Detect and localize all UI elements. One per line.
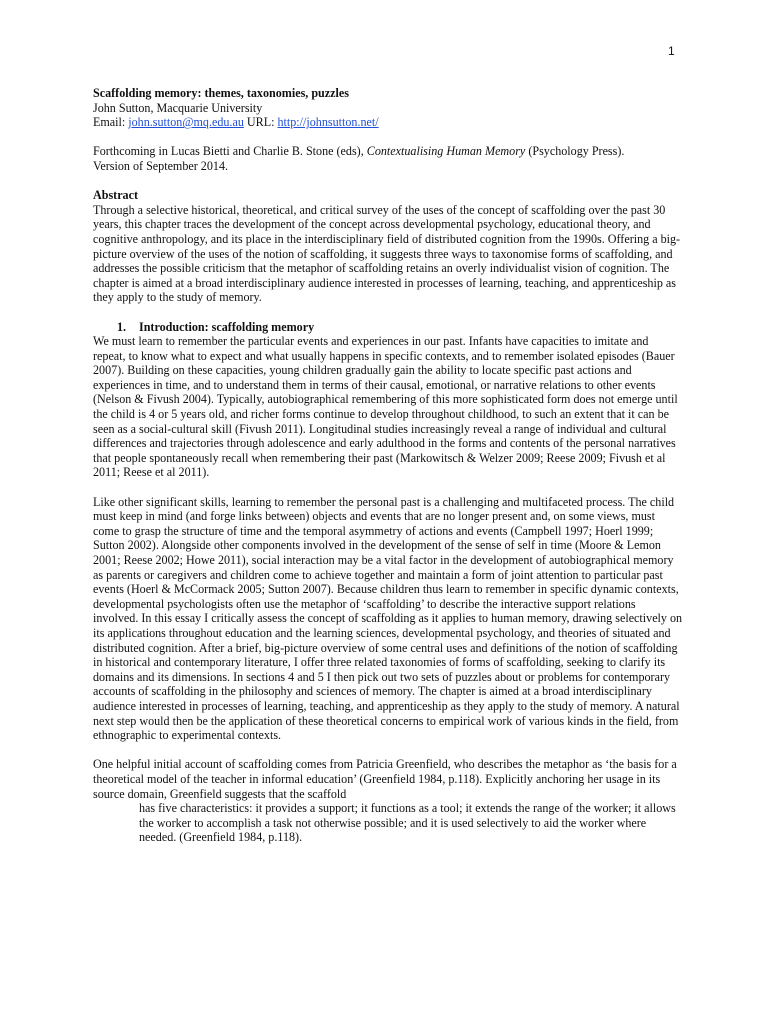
abstract-text: Through a selective historical, theoretical, and critical survey of the uses of the concept of scaffolding over the past 30 years, this chapter traces the development of the concept across developmental psychology, educational theory, and cognitive anthropology, and its place in the interdisciplinary field of distributed cognition from the 1990s. Offering a big-picture overview of the uses of the notion of scaffolding, it suggests three ways to taxonomise forms of scaffolding, and addresses the possible criticism that the metaphor of scaffolding retains an overly individualist vision of cognition. The chapter is aimed at a broad interdisciplinary audience interested in processes of learning, teaching, and apprenticeship as they apply to the study of memory.: [93, 202, 681, 305]
author-affiliation: John Sutton, Macquarie University: [93, 100, 263, 115]
publication-prefix: Forthcoming in Lucas Bietti and Charlie B. Stone (eds),: [93, 144, 367, 159]
page-number: 1: [668, 44, 675, 58]
section-title: Introduction: scaffolding memory: [139, 319, 315, 334]
email-label: Email:: [93, 115, 129, 130]
publication-note: [93, 144, 683, 159]
block-quote: has five characteristics: it provides a support; it functions as a tool; it extends the range of the worker; it allows the worker to accomplish a task not otherwise possible; and it is used selectively to aid the worker where needed. (Greenfield 1984, p.118).: [139, 801, 676, 845]
document-body: [93, 86, 683, 845]
url-label: URL:: [243, 115, 278, 130]
section-heading: [93, 320, 683, 335]
book-title: Contextualising Human Memory: [366, 144, 526, 159]
url-link[interactable]: http://johnsutton.net/: [277, 115, 379, 130]
abstract-heading: Abstract: [93, 188, 139, 203]
paragraph-1: We must learn to remember the particular events and experiences in our past. Infants have capacities to imitate and repeat, to know what to expect and what usually happens in specific contexts, and to remember isolated episodes (Bauer 2007). Building on these capacities, young children gradually gain the ability to locate specific past actions and experiences in time, and to understand them in terms of their causal, emotional, or narrative relations to other events (Nelson & Fivush 2004). Typically, autobiographical remembering of this more sophisticated form does not emerge until the child is 4 or 5 years old, and richer forms continue to develop throughout childhood, to such an extent that it can be seen as a social-cultural skill (Fivush 2011). Longitudinal studies increasingly reveal a range of individual and cultural differences and trajectories through adolescence and early adulthood in the forms and contents of the personal narratives that people spontaneously recall when remembering their past (Markowitsch & Welzer 2009; Reese 2009; Fivush et al 2011; Reese et al 2011).: [93, 334, 678, 480]
version-note: Version of September 2014.: [93, 158, 229, 173]
publication-suffix: (Psychology Press).: [525, 144, 625, 159]
paragraph-2: Like other significant skills, learning to remember the personal past is a challenging and multifaceted process. The child must keep in mind (and forge links between) objects and events that are no longer present and, on some views, must come to grasp the structure of time and the temporal asymmetry of actions and events (Campbell 1997; Hoerl 1999; Sutton 2002). Alongside other components involved in the development of the sense of self in time (Moore & Lemon 2001; Reese 2002; Howe 2011), social interaction may be a vital factor in the development of autobiographical memory as parents or caregivers and children come to achieve together and maintain a form of joint attention to particular past events (Hoerl & McCormack 2005; Sutton 2007). Because children thus learn to remember in specific dynamic contexts, developmental psychologists often use the metaphor of ‘scaffolding’ to describe the interactive support relations involved. In this essay I critically assess the concept of scaffolding as it applies to human memory, drawing selectively on its applications throughout education and the learning sciences, developmental psychology, and theories of situated and distributed cognition. After a brief, big-picture overview of some central uses and definitions of the notion of scaffolding in historical and contemporary literature, I offer three related taxonomies of forms of scaffolding, seeking to clarify its domains and its dimensions. In sections 4 and 5 I then pick out two sets of puzzles about or problems for contemporary accounts of scaffolding in the philosophy and sciences of memory. The chapter is aimed at a broad interdisciplinary audience interested in processes of learning, teaching, and apprenticeship as they apply to the study of memory. A natural next step would then be the application of these theoretical concerns to empirical work of various kinds in the field, from ethnographic to experimental contexts.: [93, 494, 683, 743]
section-number: 1.: [117, 319, 127, 334]
paper-title: Scaffolding memory: themes, taxonomies, puzzles: [93, 86, 349, 100]
contact-line: [93, 115, 683, 130]
paragraph-3: One helpful initial account of scaffolding comes from Patricia Greenfield, who describes the metaphor as ‘the basis for a theoretical model of the teacher in informal education’ (Greenfield 1984, p.118). Explicitly anchoring her usage in its source domain, Greenfield suggests that the scaffold: [93, 757, 677, 801]
email-link[interactable]: john.sutton@mq.edu.au: [128, 115, 244, 130]
